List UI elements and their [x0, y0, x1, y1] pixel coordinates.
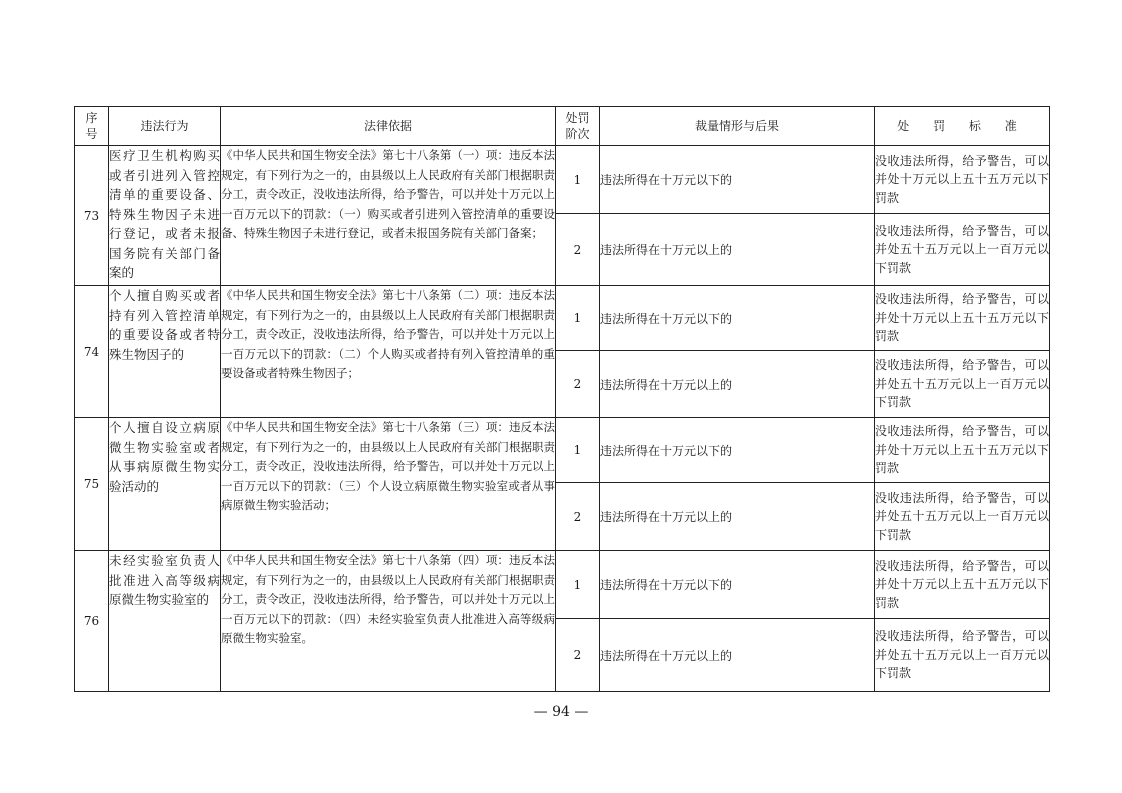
header-basis: 法律依据: [221, 107, 556, 146]
row-act: 个人擅自设立病原微生物实验室或者从事病原微生物实验活动的: [109, 418, 221, 551]
header-stage: 处罚阶次: [556, 107, 600, 146]
row-seq: 74: [75, 286, 109, 418]
row-standard: 没收违法所得，给予警告，可以并处十万元以上五十五万元以下罚款: [875, 286, 1050, 351]
table-row: [75, 286, 1050, 351]
row-seq: 76: [75, 551, 109, 692]
row-act: 个人擅自购买或者持有列入管控清单的重要设备或者特殊生物因子的: [109, 286, 221, 418]
table-row: [75, 551, 1050, 619]
header-seq: 序号: [75, 107, 109, 146]
page-number: — 94 —: [533, 704, 589, 720]
table-row: [75, 418, 1050, 483]
row-circumstance: 违法所得在十万元以上的: [600, 483, 875, 551]
row-stage: 2: [556, 351, 600, 418]
row-standard: 没收违法所得，给予警告，可以并处十万元以上五十五万元以下罚款: [875, 146, 1050, 214]
header-circumstance: 裁量情形与后果: [600, 107, 875, 146]
row-basis: 《中华人民共和国生物安全法》第七十八条第（四）项：违反本法规定，有下列行为之一的，由县级以上人民政府有关部门根据职责分工，责令改正，没收违法所得，给予警告，可以并处十万元以上一百万元以下的罚款：（四）未经实验室负责人批准进入高等级病原微生物实验室。: [221, 551, 556, 692]
row-circumstance: 违法所得在十万元以下的: [600, 551, 875, 619]
row-circumstance: 违法所得在十万元以下的: [600, 418, 875, 483]
row-stage: 1: [556, 146, 600, 214]
row-stage: 1: [556, 286, 600, 351]
row-basis: 《中华人民共和国生物安全法》第七十八条第（三）项：违反本法规定，有下列行为之一的，由县级以上人民政府有关部门根据职责分工，责令改正，没收违法所得，给予警告，可以并处十万元以上一百万元以下的罚款：（三）个人设立病原微生物实验室或者从事病原微生物实验活动；: [221, 418, 556, 551]
header-standard: 处 罚 标 准: [875, 107, 1050, 146]
penalty-table: [74, 106, 1050, 692]
row-stage: 2: [556, 483, 600, 551]
row-circumstance: 违法所得在十万元以上的: [600, 351, 875, 418]
row-standard: 没收违法所得，给予警告，可以并处五十五万元以上一百万元以下罚款: [875, 619, 1050, 692]
row-act: 未经实验室负责人批准进入高等级病原微生物实验室的: [109, 551, 221, 692]
row-basis: 《中华人民共和国生物安全法》第七十八条第（一）项：违反本法规定，有下列行为之一的，由县级以上人民政府有关部门根据职责分工，责令改正，没收违法所得，给予警告，可以并处十万元以上一百万元以下的罚款：（一）购买或者引进列入管控清单的重要设备、特殊生物因子未进行登记，或者未报国务院有关部门备案；: [221, 146, 556, 286]
table-row: [75, 146, 1050, 214]
header-act: 违法行为: [109, 107, 221, 146]
row-stage: 2: [556, 619, 600, 692]
row-standard: 没收违法所得，给予警告，可以并处五十五万元以上一百万元以下罚款: [875, 483, 1050, 551]
row-standard: 没收违法所得，给予警告，可以并处五十五万元以上一百万元以下罚款: [875, 214, 1050, 286]
row-seq: 73: [75, 146, 109, 286]
row-seq: 75: [75, 418, 109, 551]
row-circumstance: 违法所得在十万元以下的: [600, 146, 875, 214]
row-basis: 《中华人民共和国生物安全法》第七十八条第（二）项：违反本法规定，有下列行为之一的，由县级以上人民政府有关部门根据职责分工，责令改正，没收违法所得，给予警告，可以并处十万元以上一百万元以下的罚款：（二）个人购买或者持有列入管控清单的重要设备或者特殊生物因子；: [221, 286, 556, 418]
row-standard: 没收违法所得，给予警告，可以并处十万元以上五十五万元以下罚款: [875, 418, 1050, 483]
header-row: [75, 107, 1050, 146]
row-standard: 没收违法所得，给予警告，可以并处十万元以上五十五万元以下罚款: [875, 551, 1050, 619]
row-standard: 没收违法所得，给予警告，可以并处五十五万元以上一百万元以下罚款: [875, 351, 1050, 418]
row-circumstance: 违法所得在十万元以上的: [600, 214, 875, 286]
row-circumstance: 违法所得在十万元以上的: [600, 619, 875, 692]
row-circumstance: 违法所得在十万元以下的: [600, 286, 875, 351]
row-stage: 2: [556, 214, 600, 286]
row-stage: 1: [556, 418, 600, 483]
row-act: 医疗卫生机构购买或者引进列入管控清单的重要设备、特殊生物因子未进行登记，或者未报国务院有关部门备案的: [109, 146, 221, 286]
row-stage: 1: [556, 551, 600, 619]
